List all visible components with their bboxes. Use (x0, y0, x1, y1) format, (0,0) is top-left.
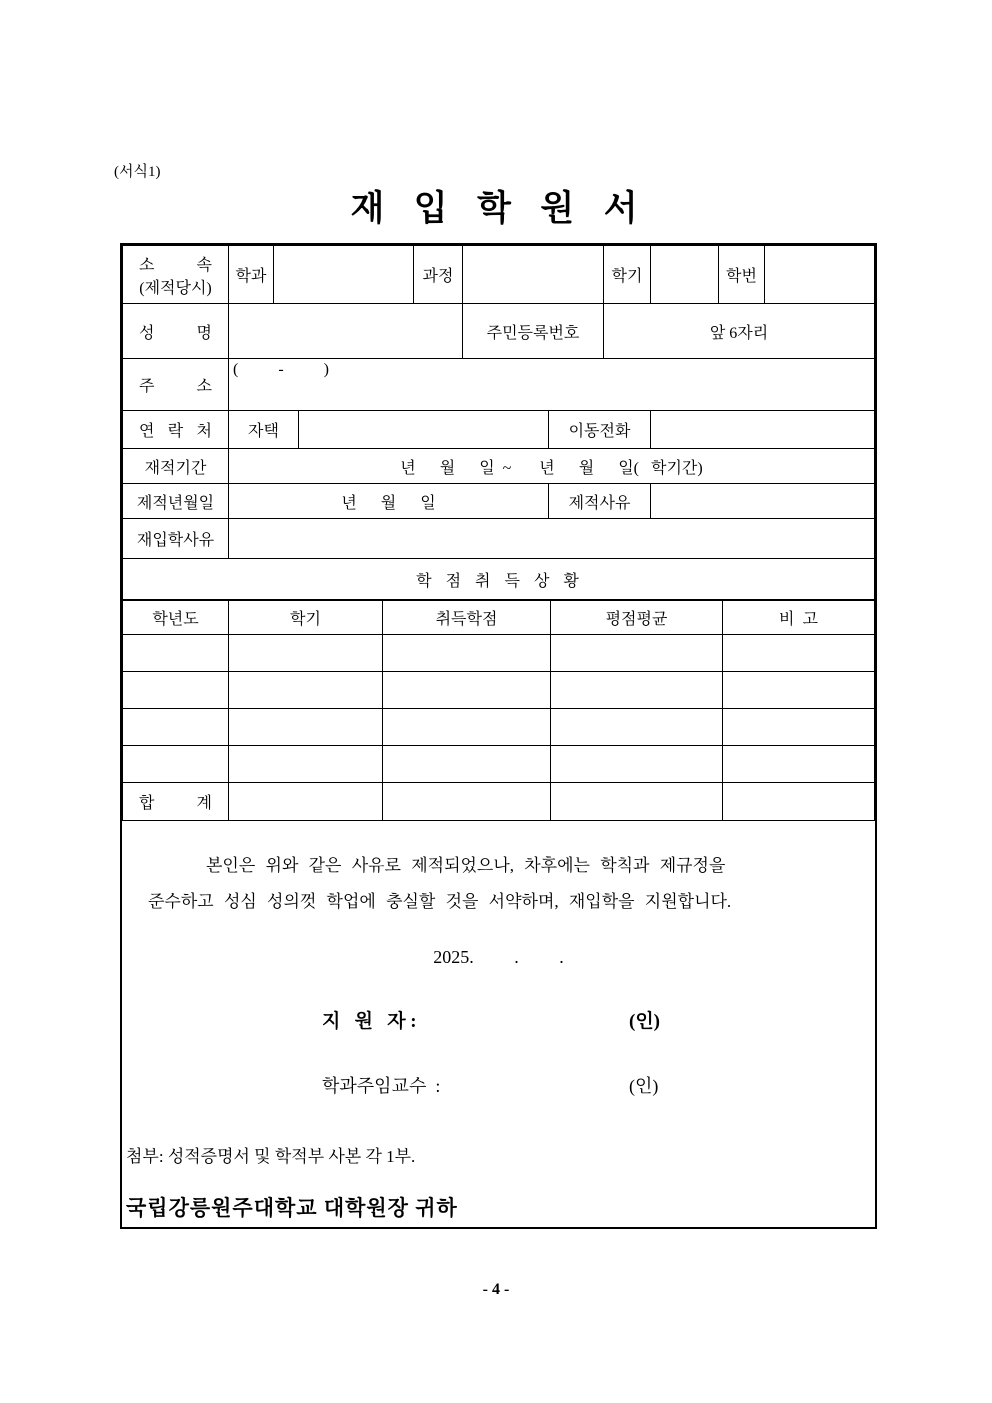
name-label-cell (123, 304, 229, 359)
empty-cell (723, 746, 875, 783)
applicant-info-table (122, 245, 875, 600)
student-id-label: 학번 (719, 246, 765, 304)
empty-cell (123, 672, 229, 709)
readmission-reason-value-cell (229, 519, 875, 559)
form-box (120, 243, 877, 1229)
empty-cell (551, 635, 723, 672)
semester-value-cell (651, 246, 719, 304)
col-header-remarks: 비 고 (723, 601, 875, 635)
total-cell (383, 783, 551, 821)
credits-empty-row (123, 672, 875, 709)
empty-cell (383, 709, 551, 746)
advisor-label: 학과주임교수 : (322, 1076, 441, 1096)
address-label-cell (123, 359, 229, 411)
form-number-label: (서식1) (114, 164, 161, 180)
empty-cell (723, 672, 875, 709)
empty-cell (383, 672, 551, 709)
credits-section-title: 학 점 취 득 상 황 (123, 559, 875, 600)
enrollment-period-value-cell: 년 월 일 ~ 년 월 일( 학기간) (229, 449, 875, 484)
contact-label-cell (123, 411, 229, 449)
course-value-cell (463, 246, 604, 304)
recipient-line: 국립강릉원주대학교 대학원장 귀하 (126, 1196, 458, 1220)
empty-cell (551, 709, 723, 746)
student-id-value-cell (765, 246, 875, 304)
row-credits-section-title (123, 559, 875, 600)
semester-label: 학기 (604, 246, 651, 304)
home-phone-label: 자택 (229, 411, 299, 449)
row-enrollment-period (123, 449, 875, 484)
empty-cell (723, 635, 875, 672)
enrollment-period-label: 재적기간 (123, 449, 229, 484)
expulsion-date-value-cell: 년 월 일 (229, 484, 549, 519)
name-value-cell (229, 304, 463, 359)
name-label: 성 명 (139, 324, 212, 342)
pledge-line1: 본인은 위와 같은 사유로 제적되었으나, 차후에는 학칙과 제규정을 (206, 856, 726, 875)
pledge-paragraph (148, 848, 849, 920)
row-name (123, 304, 875, 359)
empty-cell (123, 746, 229, 783)
readmission-reason-label: 재입학사유 (123, 519, 229, 559)
dept-value-cell (274, 246, 414, 304)
empty-cell (229, 672, 383, 709)
contact-label: 연 락 처 (139, 423, 212, 440)
row-readmission-reason (123, 519, 875, 559)
empty-cell (229, 635, 383, 672)
course-label: 과정 (414, 246, 463, 304)
total-label: 합 계 (139, 795, 212, 812)
empty-cell (383, 746, 551, 783)
date-line: 2025. . . (433, 947, 564, 967)
affiliation-label-cell (123, 246, 229, 304)
credits-empty-row (123, 746, 875, 783)
empty-cell (229, 746, 383, 783)
address-value-cell: ( - ) (229, 359, 875, 411)
affiliation-label-line1: 소 속 (139, 256, 212, 274)
row-address (123, 359, 875, 411)
credits-empty-row (123, 635, 875, 672)
page-number: - 4 - (482, 1281, 510, 1298)
rrn-value-cell: 앞 6자리 (604, 304, 875, 359)
empty-cell (383, 635, 551, 672)
empty-cell (551, 672, 723, 709)
mobile-phone-value-cell (651, 411, 875, 449)
address-label: 주 소 (139, 378, 212, 395)
attachment-note: 첨부: 성적증명서 및 학적부 사본 각 1부. (126, 1147, 416, 1166)
row-affiliation (123, 246, 875, 304)
empty-cell (723, 709, 875, 746)
credits-total-row (123, 783, 875, 821)
applicant-signature-row (122, 1006, 875, 1032)
home-phone-value-cell (299, 411, 549, 449)
credits-empty-row (123, 709, 875, 746)
total-cell (551, 783, 723, 821)
page-title: 재 입 학 원 서 (350, 189, 642, 228)
expulsion-reason-label: 제적사유 (549, 484, 651, 519)
advisor-seal-mark: (인) (629, 1076, 659, 1096)
applicant-label: 지 원 자 : (322, 1011, 417, 1032)
row-contact (123, 411, 875, 449)
col-header-earned-credits: 취득학점 (383, 601, 551, 635)
total-cell (229, 783, 383, 821)
pledge-section (122, 821, 875, 1230)
col-header-semester: 학기 (229, 601, 383, 635)
row-expulsion-date (123, 484, 875, 519)
col-header-year: 학년도 (123, 601, 229, 635)
pledge-line2: 준수하고 성심 성의껏 학업에 충실할 것을 서약하며, 재입학을 지원합니다. (148, 892, 732, 911)
expulsion-reason-value-cell (651, 484, 875, 519)
total-cell (723, 783, 875, 821)
applicant-seal-mark: (인) (629, 1011, 661, 1032)
affiliation-label-line2: (제적당시) (139, 279, 212, 297)
advisor-signature-row (122, 1072, 875, 1098)
empty-cell (551, 746, 723, 783)
rrn-label: 주민등록번호 (463, 304, 604, 359)
empty-cell (123, 709, 229, 746)
mobile-phone-label: 이동전화 (549, 411, 651, 449)
empty-cell (123, 635, 229, 672)
credits-table (122, 600, 875, 821)
dept-label: 학과 (229, 246, 274, 304)
expulsion-date-label: 제적년월일 (123, 484, 229, 519)
credits-header-row (123, 601, 875, 635)
empty-cell (229, 709, 383, 746)
col-header-gpa: 평점평균 (551, 601, 723, 635)
total-label-cell (123, 783, 229, 821)
